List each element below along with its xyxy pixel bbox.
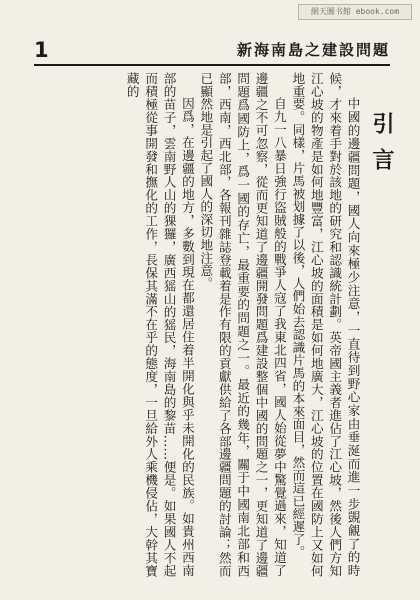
page-header	[34, 38, 390, 66]
running-title: 新海南島之建設問題	[236, 41, 390, 59]
paragraph: 中國的邊疆問題，國人向來極少注意，一直待到野心家由垂涎而進一步覬覦了的時候，才來着手對於該地的研究和認識統計劃。英帝國主義者進佔了江心坡，然後人們方知江心坡的物產是如何地豐富，江心坡的面積是如何地廣大，江心坡的位置在國防上又如何地重要。同樣，片馬被划據了以後，人們始去認識片馬的本來面目，然而這已經遲了。	[290, 72, 361, 577]
section-heading: 引言	[369, 112, 394, 184]
page-number: 1	[34, 38, 49, 62]
paragraph: 自九一八暴日強行盜賊般的戰爭人寇了我東北四省，國人始從夢中驚覺過來，知道了邊疆之不可忽察，從而更知道了邊疆開發問題爲建設整個中國的問題之一，更知道了邊疆問題爲國防上，爲一國的存亡，最重要的問題之一。最近的幾年，關于中國南北部和西部，西南，西北部，各報刊雜誌登載着是作有限的貢獻供給了各部邊疆問題的討論；然而已顯然地是引起了國人的深切地注意。	[198, 72, 287, 577]
library-watermark: 網天圖书館 ebook.com	[298, 4, 412, 20]
vertical-text-body	[34, 72, 394, 577]
paragraph: 因爲，在邊疆的地方，多數到現在都還居住着半開化與乎未開化的民族。如貴州西南部的苗子，雲南野人山的猓玀，廣西猺山的猺民，海南島的黎苗……便是。如果國人不起而積極從事開發和撫化的工作，長保其滿不在乎的態度，一旦給外人乘機侵佔，大幹其寶藏的	[124, 72, 195, 577]
